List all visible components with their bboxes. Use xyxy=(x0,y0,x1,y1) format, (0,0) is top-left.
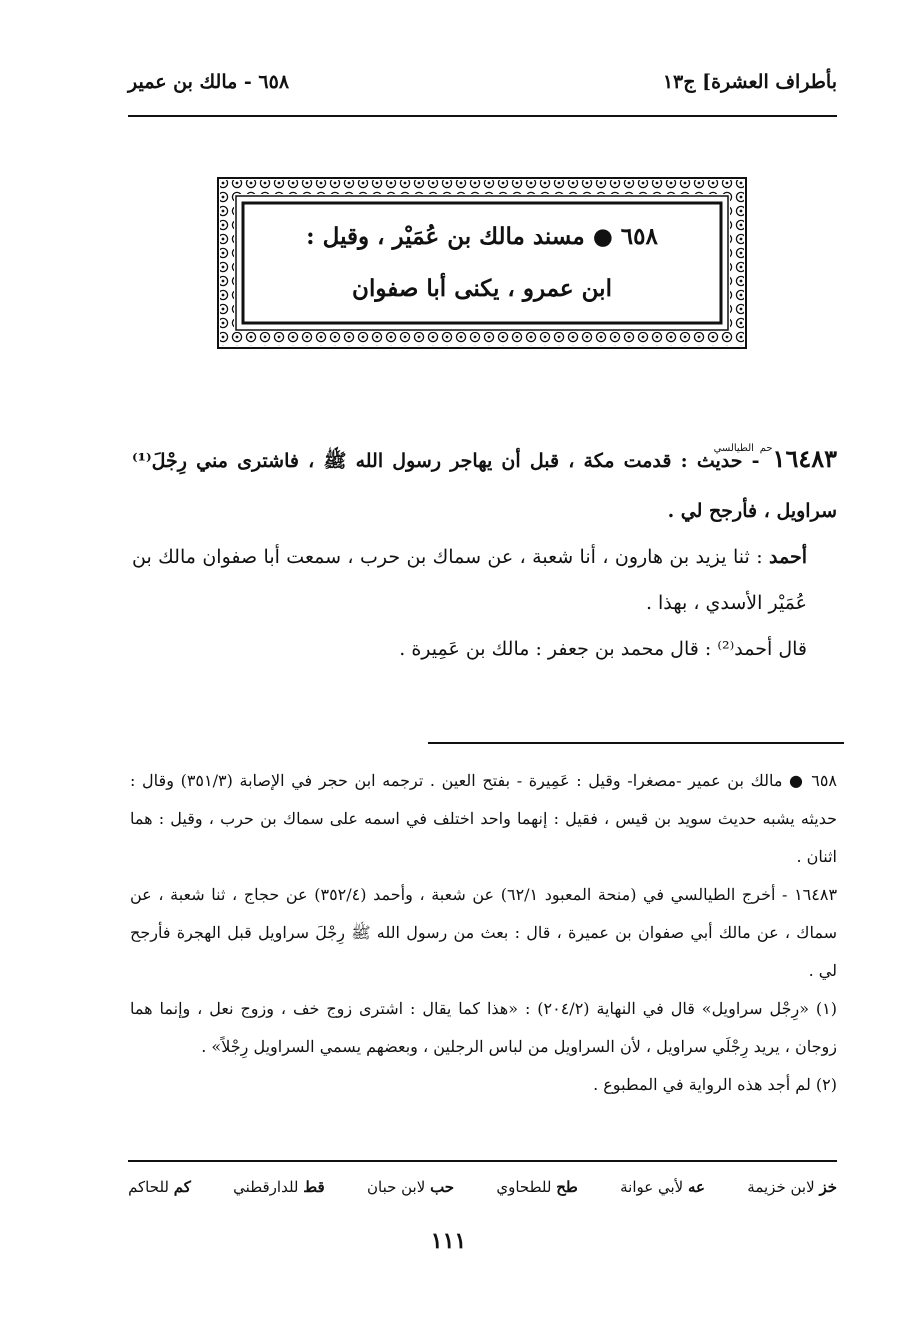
musnad-heading-line2: ابن عمرو ، يكنى أبا صفوان xyxy=(352,275,612,302)
note-paragraph xyxy=(132,626,837,672)
abbrev-item: حب لابن حبان xyxy=(366,1178,455,1196)
abbrev-item: كم للحاكم xyxy=(128,1178,191,1196)
ornamental-frame xyxy=(216,176,748,350)
hadith-text-paragraph xyxy=(132,436,837,534)
footnote-takhrij: ١٦٤٨٣ - أخرج الطيالسي في (منحة المعبود ٦٢/١) عن شعبة ، وأحمد (٣٥٢/٤) عن حجاج ، ثنا شعبة ، عن سماك ، عن مالك أبي صفوان بن عميرة ، قال : بعث من رسول الله ﷺ رِجْلَ سراويل قبل الهجرة فأرجح لي . xyxy=(130,885,838,980)
note-text: : قال محمد بن جعفر : مالك بن عَمِيرة . xyxy=(399,638,718,660)
running-header xyxy=(128,62,837,102)
footnote-biography: ٦٥٨ ● مالك بن عمير -مصغرا- وقيل : عَمِيرة - بفتح العين . ترجمه ابن حجر في الإصابة (٣٥١/٣) وقال : حديثه يشبه حديث سويد بن قيس ، فقيل : إنهما واحد اختلف في اسمه على سماك بن حرب ، وقيل : هما اثنان . xyxy=(130,771,837,866)
footnote-separator xyxy=(428,742,844,744)
note-author: قال أحمد⁽²⁾ xyxy=(717,638,807,660)
abbrev-item: طح للطحاوي xyxy=(496,1178,578,1196)
hadith-block xyxy=(132,436,837,672)
hadith-text: - حديث : قدمت مكة ، قبل أن يهاجر رسول الله ﷺ ، فاشترى مني رِجْلَ⁽¹⁾ سراويل ، فأرجح لي . xyxy=(132,450,837,522)
abbreviation-key xyxy=(128,1170,837,1204)
header-rule xyxy=(128,115,837,117)
abbrev-item: قط للدارقطني xyxy=(233,1178,325,1196)
footnote-1: (١) «رِجْل سراويل» قال في النهاية (٢٠٤/٢) : «هذا كما يقال : اشترى زوج خف ، وزوج نعل ، وإنما هما زوجان ، يريد رِجْلَي سراويل ، لأن السراويل من لباس الرجلين ، وبعضهم يسمي السراويل رِجْلاً» . xyxy=(130,999,837,1056)
abbrev-item: خز لابن خزيمة xyxy=(747,1178,837,1196)
isnad-paragraph xyxy=(132,534,837,626)
header-section-title: ٦٥٨ - مالك بن عمير xyxy=(128,71,290,93)
isnad-author: أحمد xyxy=(769,546,807,568)
musnad-heading-line1: ٦٥٨ ● مسند مالك بن عُمَيْر ، وقيل : xyxy=(306,223,658,250)
isnad-text: : ثنا يزيد بن هارون ، أنا شعبة ، عن سماك بن حرب ، سمعت أبا صفوان مالك بن عُمَيْر الأسدي ، بهذا . xyxy=(132,546,807,614)
footnotes xyxy=(130,762,837,1104)
hadith-siglum: حم الطيالسي xyxy=(713,443,773,454)
hadith-number: ١٦٤٨٣ xyxy=(772,444,837,473)
abbrev-item: عه لأبي عوانة xyxy=(620,1178,706,1196)
musnad-heading xyxy=(250,212,714,314)
abbreviation-rule xyxy=(128,1160,837,1162)
header-book-title: بأطراف العشرة] ج١٣ xyxy=(662,71,837,93)
footnote-2: (٢) لم أجد هذه الرواية في المطبوع . xyxy=(593,1075,837,1094)
page-number: ١١١ xyxy=(430,1228,467,1254)
